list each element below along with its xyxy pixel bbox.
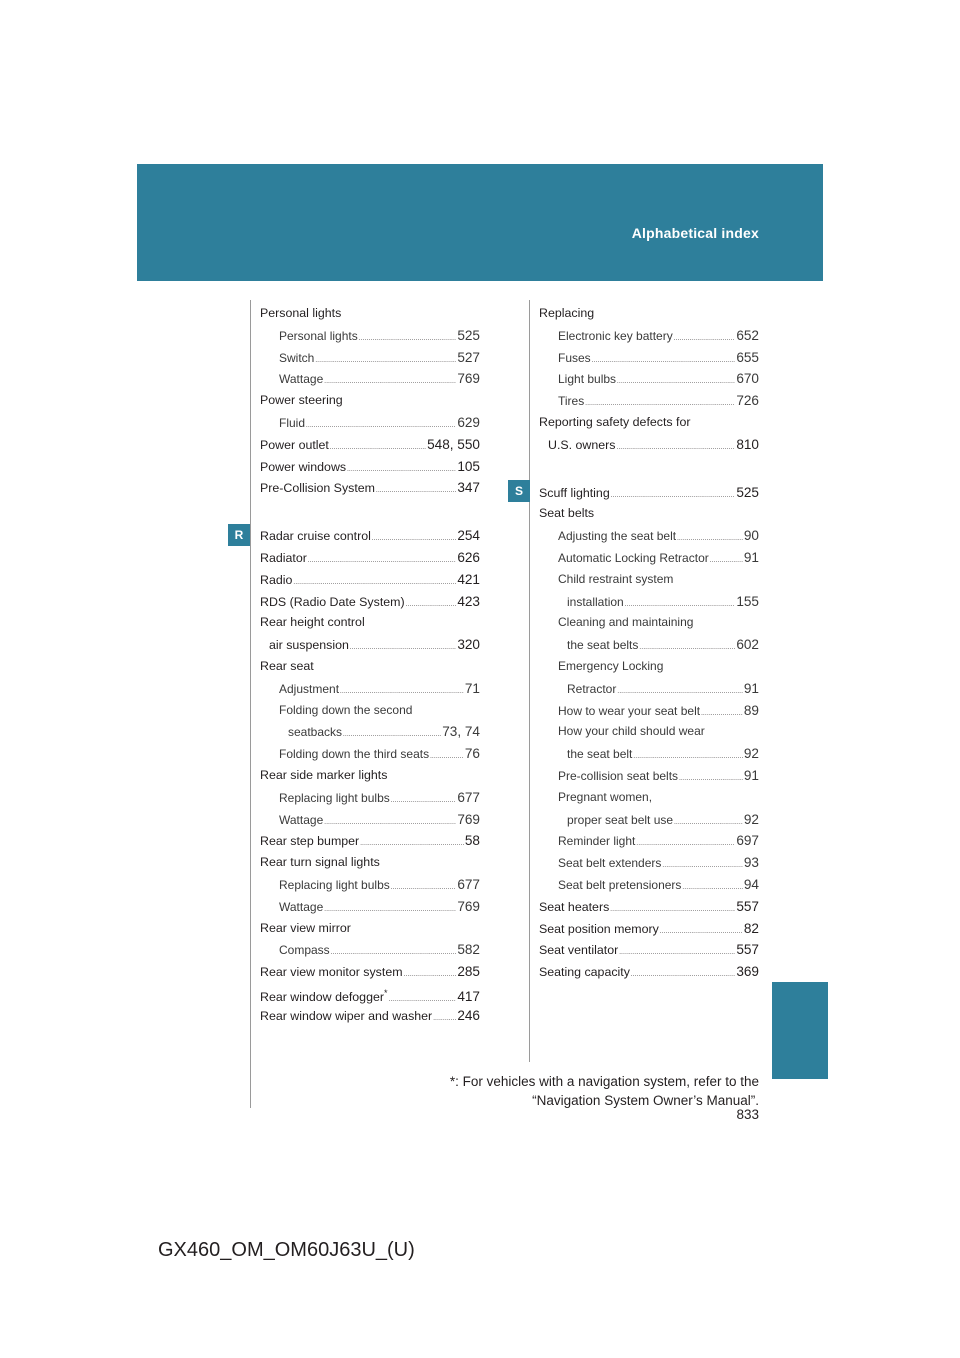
index-entry[interactable]: Rear window wiper and washer ..... 246 — [260, 1005, 480, 1027]
index-entry[interactable]: Retractor ..... 91 — [539, 678, 759, 700]
index-column-left — [260, 303, 480, 1027]
index-heading: Rear turn signal lights — [260, 855, 380, 870]
index-entry[interactable]: Adjusting the seat belt ..... 90 — [539, 525, 759, 547]
index-entry[interactable]: Automatic Locking Retractor ..... 91 — [539, 547, 759, 569]
index-entry[interactable]: Radio ..... 421 — [260, 569, 480, 591]
index-entry[interactable]: RDS (Radio Date System) ..... 423 — [260, 591, 480, 613]
index-entry[interactable]: Wattage ..... 769 — [260, 809, 480, 831]
index-entry[interactable]: Reminder light ..... 697 — [539, 830, 759, 852]
footnote-marker: * — [383, 987, 388, 998]
index-subheading: How your child should wear — [558, 724, 705, 739]
document-code: GX460_OM_OM60J63U_(U) — [158, 1239, 415, 1261]
index-entry[interactable]: Scuff lighting ..... 525 — [539, 482, 759, 504]
index-entry[interactable]: Rear window defogger* ..... 417 — [260, 983, 480, 1005]
index-entry[interactable]: the seat belts ..... 602 — [539, 634, 759, 656]
index-entry[interactable]: Fluid ..... 629 — [260, 412, 480, 434]
index-entry[interactable]: Seat belt extenders ..... 93 — [539, 852, 759, 874]
index-entry[interactable]: Adjustment ..... 71 — [260, 678, 480, 700]
index-entry[interactable]: Power windows ..... 105 — [260, 456, 480, 478]
index-heading: Rear height control — [260, 615, 365, 630]
index-entry[interactable]: the seat belt ..... 92 — [539, 743, 759, 765]
index-entry[interactable]: Pre-Collision System ..... 347 — [260, 477, 480, 499]
index-entry[interactable]: Light bulbs ..... 670 — [539, 368, 759, 390]
index-heading: Rear seat — [260, 658, 314, 673]
index-column-right — [539, 303, 759, 983]
page-number: 833 — [736, 1107, 759, 1122]
index-entry[interactable]: Electronic key battery ..... 652 — [539, 325, 759, 347]
index-entry[interactable]: Tires ..... 726 — [539, 390, 759, 412]
index-entry[interactable]: Switch ..... 527 — [260, 347, 480, 369]
index-entry[interactable]: air suspension ..... 320 — [260, 634, 480, 656]
left-divider — [250, 300, 251, 1108]
index-entry[interactable]: Folding down the third seats ..... 76 — [260, 743, 480, 765]
footnote-line: “Navigation System Owner’s Manual”. — [532, 1093, 759, 1108]
index-subheading: Folding down the second — [279, 702, 413, 717]
footnote — [450, 1072, 759, 1110]
section-title: Alphabetical index — [631, 225, 759, 241]
footnote-line: *: For vehicles with a navigation system, refer to the — [449, 1074, 759, 1089]
index-entry[interactable]: Seat position memory ..... 82 — [539, 918, 759, 940]
index-entry[interactable]: U.S. owners ..... 810 — [539, 434, 759, 456]
index-heading: Replacing — [539, 306, 595, 320]
letter-tab-s: S — [508, 480, 530, 502]
index-entry[interactable]: Wattage ..... 769 — [260, 368, 480, 390]
index-entry[interactable]: proper seat belt use ..... 92 — [539, 809, 759, 831]
index-entry[interactable]: Rear step bumper ..... 58 — [260, 830, 480, 852]
index-entry[interactable]: seatbacks ..... 73, 74 — [260, 721, 480, 743]
index-entry[interactable]: Replacing light bulbs ..... 677 — [260, 874, 480, 896]
index-entry[interactable]: Fuses ..... 655 — [539, 347, 759, 369]
index-entry[interactable]: Seat belt pretensioners ..... 94 — [539, 874, 759, 896]
index-subheading: Pregnant women, — [558, 789, 653, 804]
index-entry[interactable]: Personal lights ..... 525 — [260, 325, 480, 347]
index-entry[interactable]: Radar cruise control ..... 254 — [260, 525, 480, 547]
index-entry[interactable]: installation ..... 155 — [539, 591, 759, 613]
side-thumb-tab — [772, 982, 828, 1079]
index-entry[interactable]: Radiator ..... 626 — [260, 547, 480, 569]
header-band — [137, 164, 823, 281]
index-subheading: Child restraint system — [558, 571, 674, 586]
index-entry[interactable]: Replacing light bulbs ..... 677 — [260, 787, 480, 809]
index-entry[interactable]: Pre-collision seat belts ..... 91 — [539, 765, 759, 787]
middle-divider — [529, 300, 530, 1062]
index-subheading: Cleaning and maintaining — [558, 615, 694, 630]
index-entry[interactable]: Rear view monitor system ..... 285 — [260, 961, 480, 983]
index-heading: Rear view mirror — [260, 920, 351, 935]
index-entry[interactable]: How to wear your seat belt ..... 89 — [539, 700, 759, 722]
index-entry[interactable]: Wattage ..... 769 — [260, 896, 480, 918]
index-heading: Seat belts — [539, 506, 595, 521]
index-heading: Rear side marker lights — [260, 767, 388, 782]
index-entry[interactable]: Seating capacity ..... 369 — [539, 961, 759, 983]
index-heading: Reporting safety defects for — [539, 414, 691, 429]
index-entry[interactable]: Power outlet ..... 548, 550 — [260, 434, 480, 456]
index-subheading: Emergency Locking — [558, 658, 664, 673]
index-entry[interactable]: Compass ..... 582 — [260, 939, 480, 961]
letter-tab-r: R — [228, 524, 250, 546]
index-heading: Power steering — [260, 393, 343, 408]
index-entry[interactable]: Seat ventilator ..... 557 — [539, 939, 759, 961]
index-entry[interactable]: Seat heaters ..... 557 — [539, 896, 759, 918]
index-heading: Personal lights — [260, 306, 342, 320]
